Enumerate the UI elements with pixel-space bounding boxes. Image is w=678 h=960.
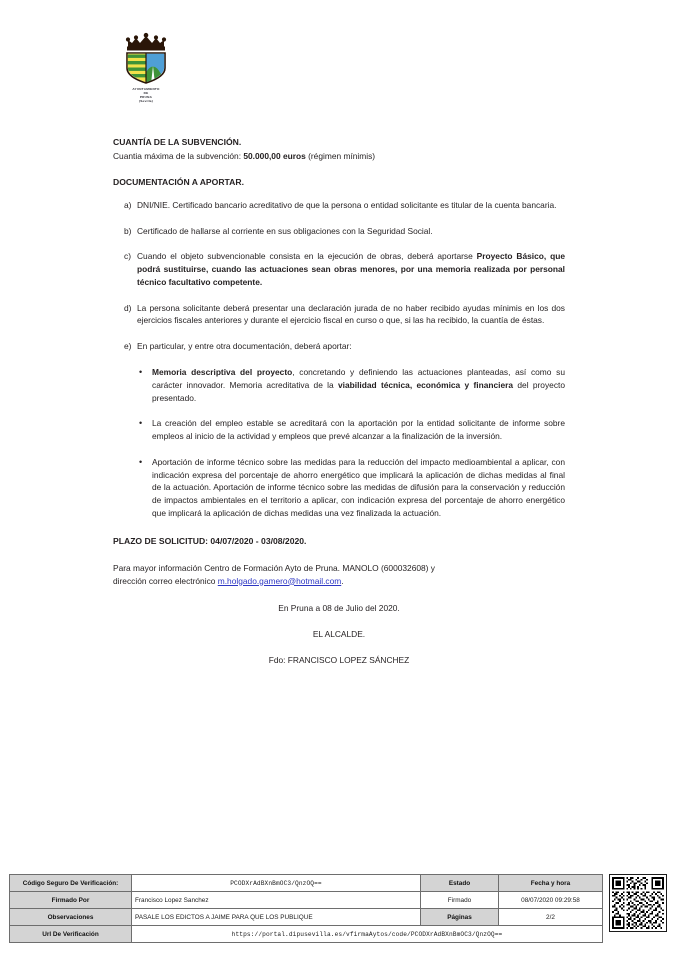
bullet-icon: • <box>139 456 143 467</box>
value-url[interactable]: https://portal.dipusevilla.es/vfirmaAytos/code/PCODXrAdBXnBmOC3/QnzOQ== <box>132 926 603 943</box>
cuantia-suffix: (régimen mínimis) <box>305 151 376 162</box>
list-item <box>113 340 565 353</box>
contact-prefix: dirección correo electrónico <box>113 575 218 586</box>
item-text: En particular, y entre otra documentación, deberá aportar: <box>137 341 352 352</box>
table-row <box>10 909 603 926</box>
value-csv: PCODXrAdBXnBmOC3/QnzOQ== <box>132 875 421 892</box>
item-marker: e) <box>124 341 132 352</box>
cuantia-prefix: Cuantia máxima de la subvención: <box>113 151 244 162</box>
verification-footer <box>9 874 669 943</box>
contact-line-2 <box>113 575 565 588</box>
table-row <box>10 875 603 892</box>
logo-caption-line-2: DE <box>143 91 149 96</box>
bullet-bold-1: Memoria descriptiva del proyecto <box>152 367 293 378</box>
item-text: Certificado de hallarse al corriente en sus obligaciones con la Seguridad Social. <box>137 225 433 236</box>
value-status: Firmado <box>421 892 499 909</box>
bullet-plain-2: del proyecto presentado. <box>152 379 565 403</box>
logo-caption-line-3: PRUNA <box>139 95 153 100</box>
contact-suffix: . <box>341 575 344 586</box>
list-item <box>113 225 565 238</box>
municipal-logo <box>108 32 184 103</box>
lettered-list <box>113 199 565 353</box>
document-body <box>113 136 565 667</box>
label-csv: Código Seguro De Verificación: <box>10 875 132 892</box>
value-observations: PASALE LOS EDICTOS A JAIME PARA QUE LOS PUBLIQUE <box>132 909 421 926</box>
cuantia-amount: 50.000,00 euros <box>243 151 306 162</box>
email-link[interactable]: m.holgado.gamero@hotmail.com <box>217 575 342 586</box>
list-item <box>113 250 565 288</box>
item-text-bold: Proyecto Básico, que podrá sustituirse, cuando las actuaciones sean obras menores, por una memoria realizada por personal técnico facultativo competente. <box>137 251 565 287</box>
bullet-text: La creación del empleo estable se acreditará con la aportación por la entidad solicitante de informe sobre empleos al inicio de la actividad y empleos que prevé alcanzar a la finalización de la inversión. <box>152 418 565 442</box>
list-item <box>126 456 565 520</box>
signed-by-name: Fdo: FRANCISCO LOPEZ SÁNCHEZ <box>268 654 410 665</box>
table-row <box>10 926 603 943</box>
logo-caption <box>108 87 184 103</box>
heading-documentacion: DOCUMENTACIÓN A APORTAR. <box>113 176 244 187</box>
signer-role: EL ALCALDE. <box>312 629 366 640</box>
list-item <box>113 199 565 212</box>
bullet-text <box>152 366 565 404</box>
label-pages: Páginas <box>421 909 499 926</box>
bullet-bold-2: viabilidad técnica, económica y financiera <box>338 379 514 390</box>
bullet-icon: • <box>139 367 143 378</box>
qr-code-icon[interactable] <box>609 874 667 932</box>
label-status: Estado <box>421 875 499 892</box>
item-text: La persona solicitante deberá presentar una declaración jurada de no haber recibido ayudas mínimis en los dos ejercicios fiscales anteriores y durante el ejercicio fiscal en curso o que, si las ha recibido, la cuantía de éstas. <box>137 302 565 326</box>
list-item <box>126 417 565 443</box>
item-text <box>137 250 565 288</box>
item-text-plain: Cuando el objeto subvencionable consista en la ejecución de obras, deberá aportarse <box>137 251 477 262</box>
label-signed-by: Firmado Por <box>10 892 132 909</box>
item-marker: b) <box>124 225 132 236</box>
bullet-text: Aportación de informe técnico sobre las medidas para la reducción del impacto medioambiental a aplicar, con indicación expresa del porcentaje de ahorro energético que implicará la aplicación de dichas medidas al final de la actuación. Aportación de informe técnico sobre las medidas de difusión para la conservación y reducción de impactos ambientales en el territorio a aplicar, con indicación expresa del porcentaje de ahorro energético que implicará la aplicación de dichas medidas una vez finalizada la actuación. <box>152 456 565 518</box>
bullet-icon: • <box>139 418 143 429</box>
label-datetime: Fecha y hora <box>499 875 603 892</box>
item-marker: c) <box>124 251 131 262</box>
deadline-text: PLAZO DE SOLICITUD: 04/07/2020 - 03/08/2020. <box>113 535 307 546</box>
logo-caption-line-4: (Sevilla) <box>138 99 154 104</box>
item-marker: a) <box>124 199 132 210</box>
contact-line-1: Para mayor información Centro de Formación Ayto de Pruna. MANOLO (600032608) y <box>113 562 435 573</box>
coat-of-arms-icon <box>115 32 177 86</box>
bulleted-list <box>126 366 565 520</box>
item-marker: d) <box>124 302 132 313</box>
verification-table <box>9 874 603 943</box>
label-url: Url De Verificación <box>10 926 132 943</box>
qr-code-svg <box>612 877 664 929</box>
item-text: DNI/NIE. Certificado bancario acreditativo de que la persona o entidad solicitante es titular de la cuenta bancaria. <box>137 199 557 210</box>
value-datetime: 08/07/2020 09:29:58 <box>499 892 603 909</box>
heading-cuantia: CUANTÍA DE LA SUBVENCIÓN. <box>113 137 242 147</box>
label-observations: Observaciones <box>10 909 132 926</box>
list-item <box>126 366 565 404</box>
place-date: En Pruna a 08 de Julio del 2020. <box>278 603 400 614</box>
bullet-plain-1: , concretando y definiendo las actuaciones planteadas, así como su carácter innovador. Memoria acreditativa de la <box>152 367 565 390</box>
cuantia-line <box>113 150 565 163</box>
table-row <box>10 892 603 909</box>
list-item <box>113 302 565 328</box>
logo-caption-line-1: AYUNTAMIENTO <box>132 87 160 91</box>
value-pages: 2/2 <box>499 909 603 926</box>
value-signed-by: Francisco Lopez Sanchez <box>132 892 421 909</box>
